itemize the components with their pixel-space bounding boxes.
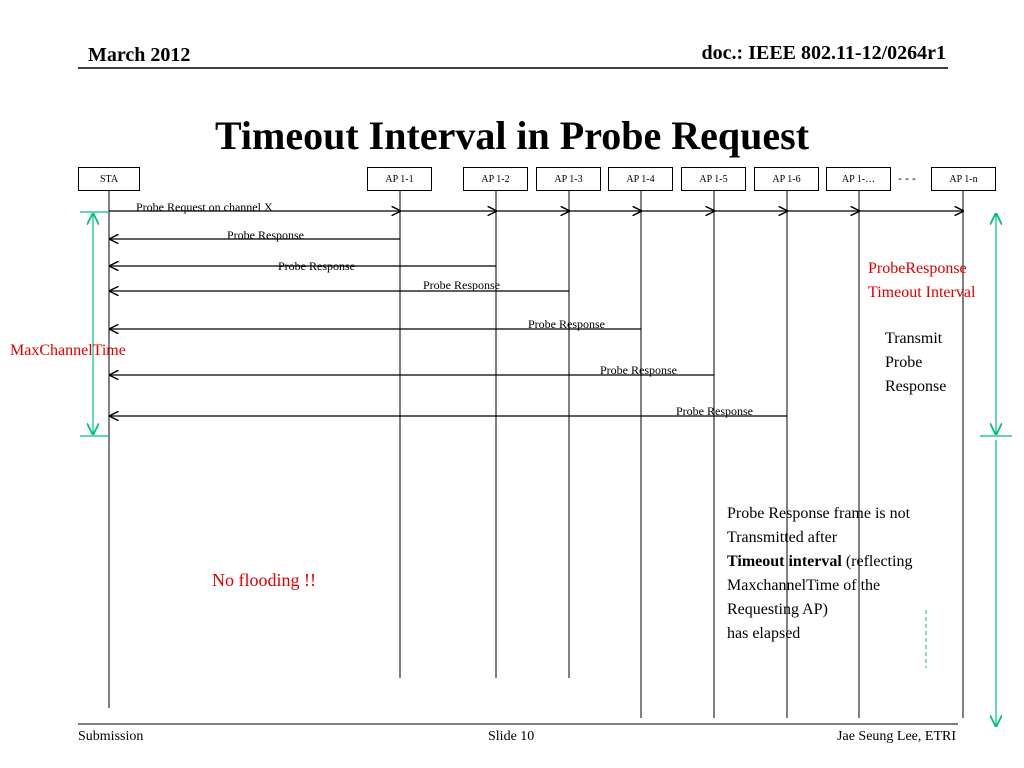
node-ap-1-dots: AP 1-… — [826, 167, 891, 191]
timeout-interval-span — [980, 214, 1012, 726]
probe-response-label-2: Probe Response — [278, 259, 355, 273]
transmit-probe-response-label: Transmit Probe Response — [885, 330, 947, 395]
probe-response-label-6: Probe Response — [676, 404, 753, 418]
page-title: Timeout Interval in Probe Request — [214, 113, 810, 158]
footer-slide-number: Slide 10 — [488, 729, 535, 744]
footer-author: Jae Seung Lee, ETRI — [837, 729, 956, 744]
node-ap-1-n: AP 1-n — [931, 167, 996, 191]
timeout-note: Probe Response frame is not Transmitted after Timeout interval (reflecting MaxchannelTime of the Requesting AP) has elapsed — [727, 505, 913, 642]
node-ap-1-6: AP 1-6 — [754, 167, 819, 191]
probe-response-label-5: Probe Response — [600, 363, 677, 377]
header-doc-id: doc.: IEEE 802.11-12/0264r1 — [701, 42, 946, 64]
header-date: March 2012 — [88, 44, 191, 66]
probe-response-label-3: Probe Response — [423, 278, 500, 292]
no-flooding-label: No flooding !! — [212, 570, 316, 590]
node-sta: STA — [78, 167, 140, 191]
node-ap-1-4: AP 1-4 — [608, 167, 673, 191]
probe-request-label: Probe Request on channel X — [136, 200, 273, 214]
node-ap-1-5: AP 1-5 — [681, 167, 746, 191]
max-channel-time-label: MaxChannelTime — [10, 342, 126, 359]
footer-submission: Submission — [78, 729, 144, 744]
ellipsis-dashes: - - - — [898, 171, 916, 185]
probe-response-label-4: Probe Response — [528, 317, 605, 331]
node-ap-1-3: AP 1-3 — [536, 167, 601, 191]
node-ap-1-1: AP 1-1 — [367, 167, 432, 191]
max-channel-time-span — [80, 212, 108, 436]
probe-response-label-1: Probe Response — [227, 228, 304, 242]
node-ap-1-2: AP 1-2 — [463, 167, 528, 191]
timeout-interval-label: ProbeResponse Timeout Interval — [868, 260, 976, 301]
